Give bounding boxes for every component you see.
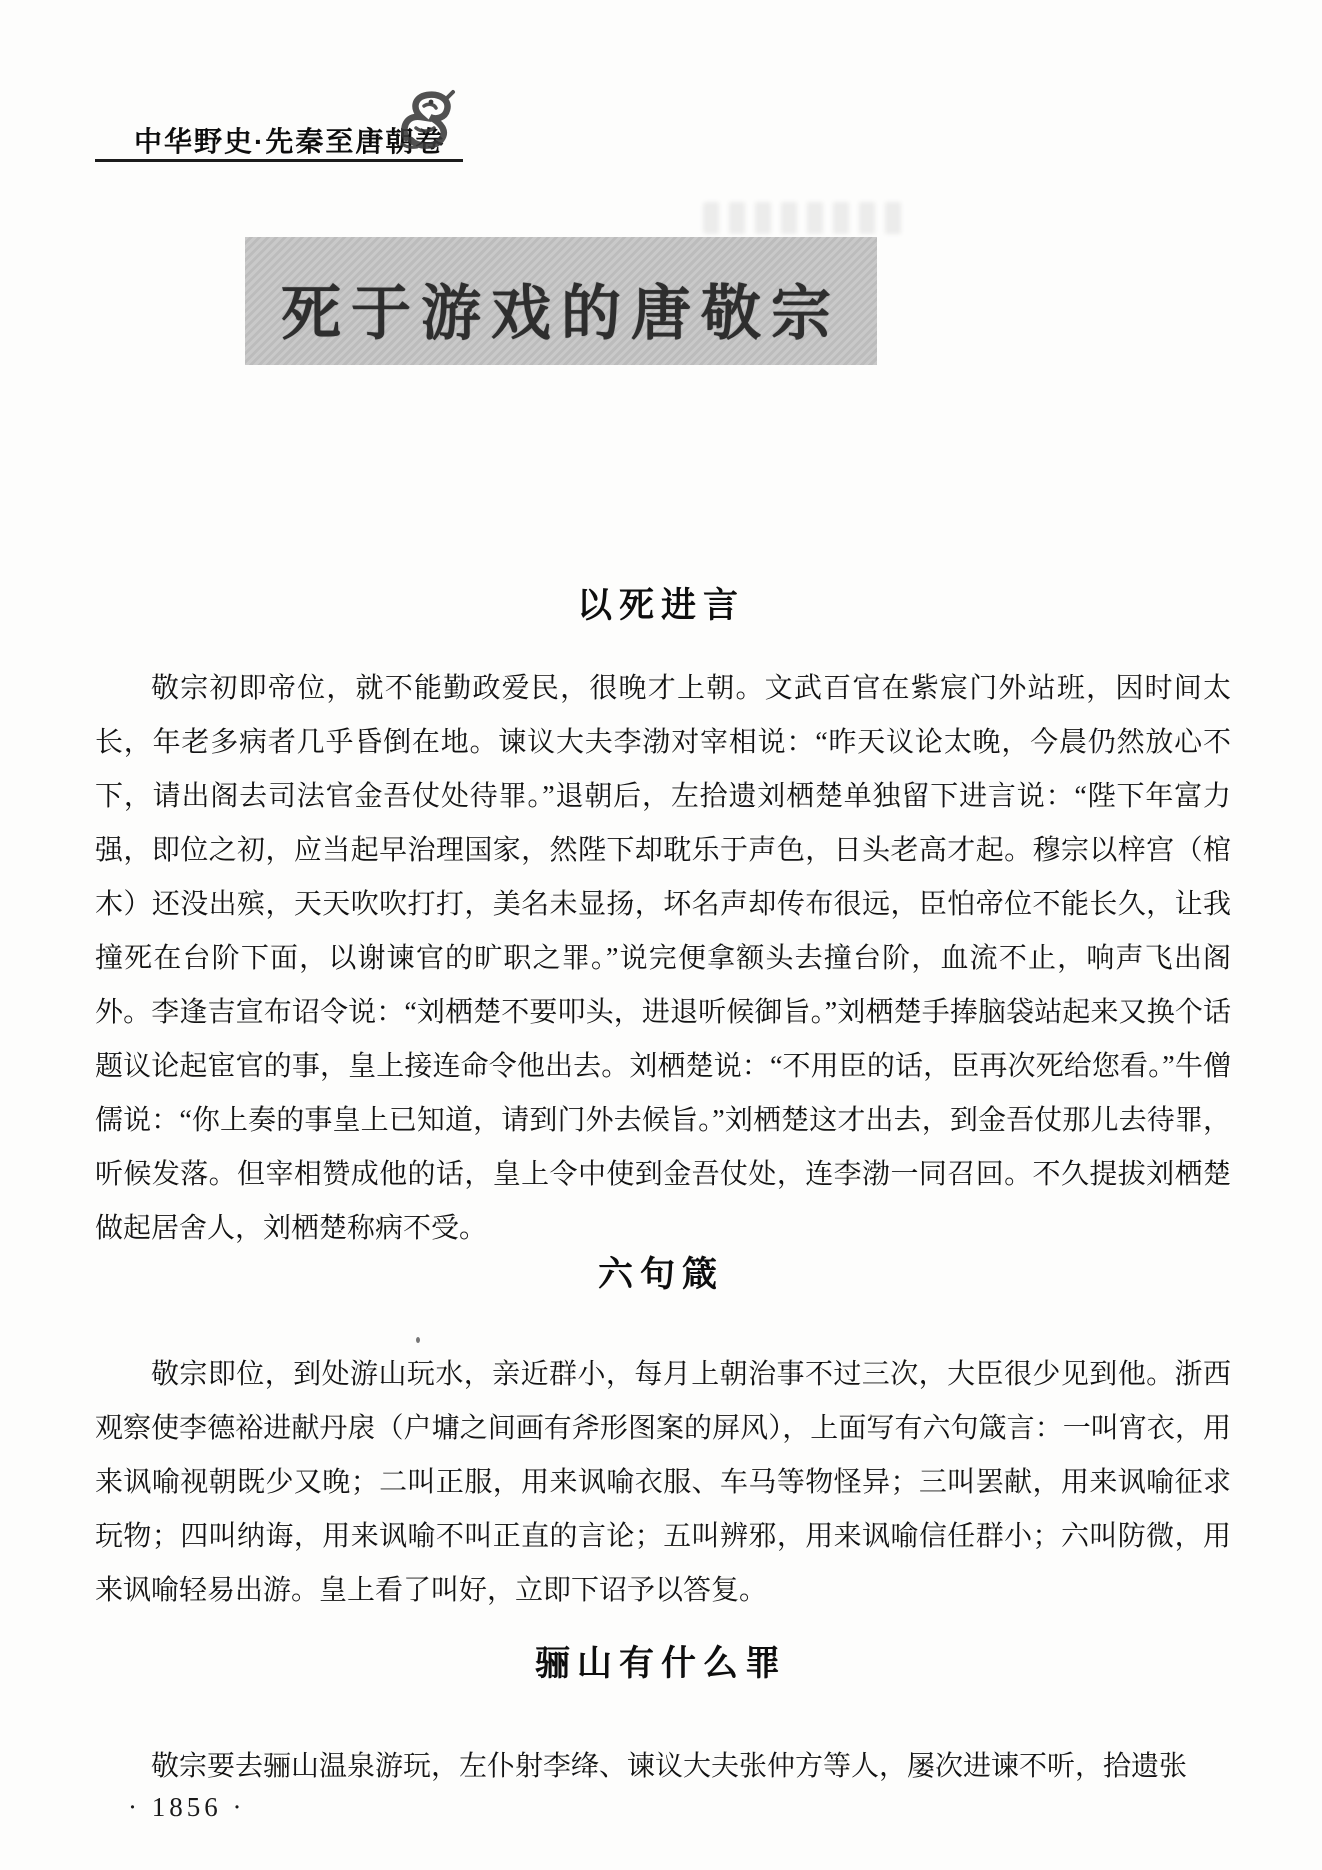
section-paragraph-3: 敬宗要去骊山温泉游玩，左仆射李绛、谏议大夫张仲方等人，屡次进谏不听，拾遗张 — [151, 1751, 1188, 1782]
section-paragraph-2: 敬宗即位，到处游山玩水，亲近群小，每月上朝治事不过三次，大臣很少见到他。浙西观察使李德裕进献丹扆（户墉之间画有斧形图案的屏风），上面写有六句箴言：一叫宵衣，用来讽喻视朝既少又晚；二叫正服，用来讽喻衣服、车马等物怪异；三叫罢献，用来讽喻征求玩物；四叫纳诲，用来讽喻不叫正直的言论；五叫辨邪，用来讽喻信任群小；六叫防微，用来讽喻轻易出游。皇上看了叫好，立即下诏予以答复。 — [95, 1359, 1231, 1606]
section-heading-li-shan: 骊山有什么罪 — [534, 1644, 787, 1683]
chapter-title: 死于游戏的唐敬宗 — [281, 281, 841, 347]
section-paragraph-1: 敬宗初即帝位，就不能勤政爱民，很晚才上朝。文武百官在紫宸门外站班，因时间太长，年老多病者几乎昏倒在地。谏议大夫李渤对宰相说：“昨天议论太晚，今晨仍然放心不下，请出阁去司法官金吾仗处待罪。”退朝后，左拾遗刘栖楚单独留下进言说：“陛下年富力强，即位之初，应当起早治理国家，然陛下却耽乐于声色，日头老高才起。穆宗以梓宫（棺木）还没出殡，天天吹吹打打，美名未显扬，坏名声却传布很远，臣怕帝位不能长久，让我撞死在台阶下面，以谢谏官的旷职之罪。”说完便拿额头去撞台阶，血流不止，响声飞出阁外。李逢吉宣布诏令说：“刘栖楚不要叩头，进退听候御旨。”刘栖楚手捧脑袋站起来又换个话题议论起宦官的事，皇上接连命令他出去。刘栖楚说：“不用臣的话，臣再次死给您看。”牛僧儒说：“你上奏的事皇上已知道，请到门外去候旨。”刘栖楚这才出去，到金吾仗那儿去待罪，听候发落。但宰相赞成他的话，皇上令中使到金吾仗处，连李渤一同召回。不久提拔刘栖楚做起居舍人，刘栖楚称病不受。 — [95, 673, 1231, 1244]
scan-speck — [416, 1337, 420, 1343]
header-rule — [95, 159, 463, 162]
section-heading-yi-si-jin-yan: 以死进言 — [576, 586, 745, 625]
chapter-title-banner — [245, 237, 877, 365]
section-heading-liu-ju-zhen: 六句箴 — [597, 1255, 724, 1294]
dragon-seal-icon — [390, 84, 464, 154]
running-header-title: 中华野史·先秦至唐朝卷 — [134, 126, 446, 157]
bleed-through-marks — [703, 202, 911, 234]
page-number: · 1856 · — [128, 1792, 246, 1822]
